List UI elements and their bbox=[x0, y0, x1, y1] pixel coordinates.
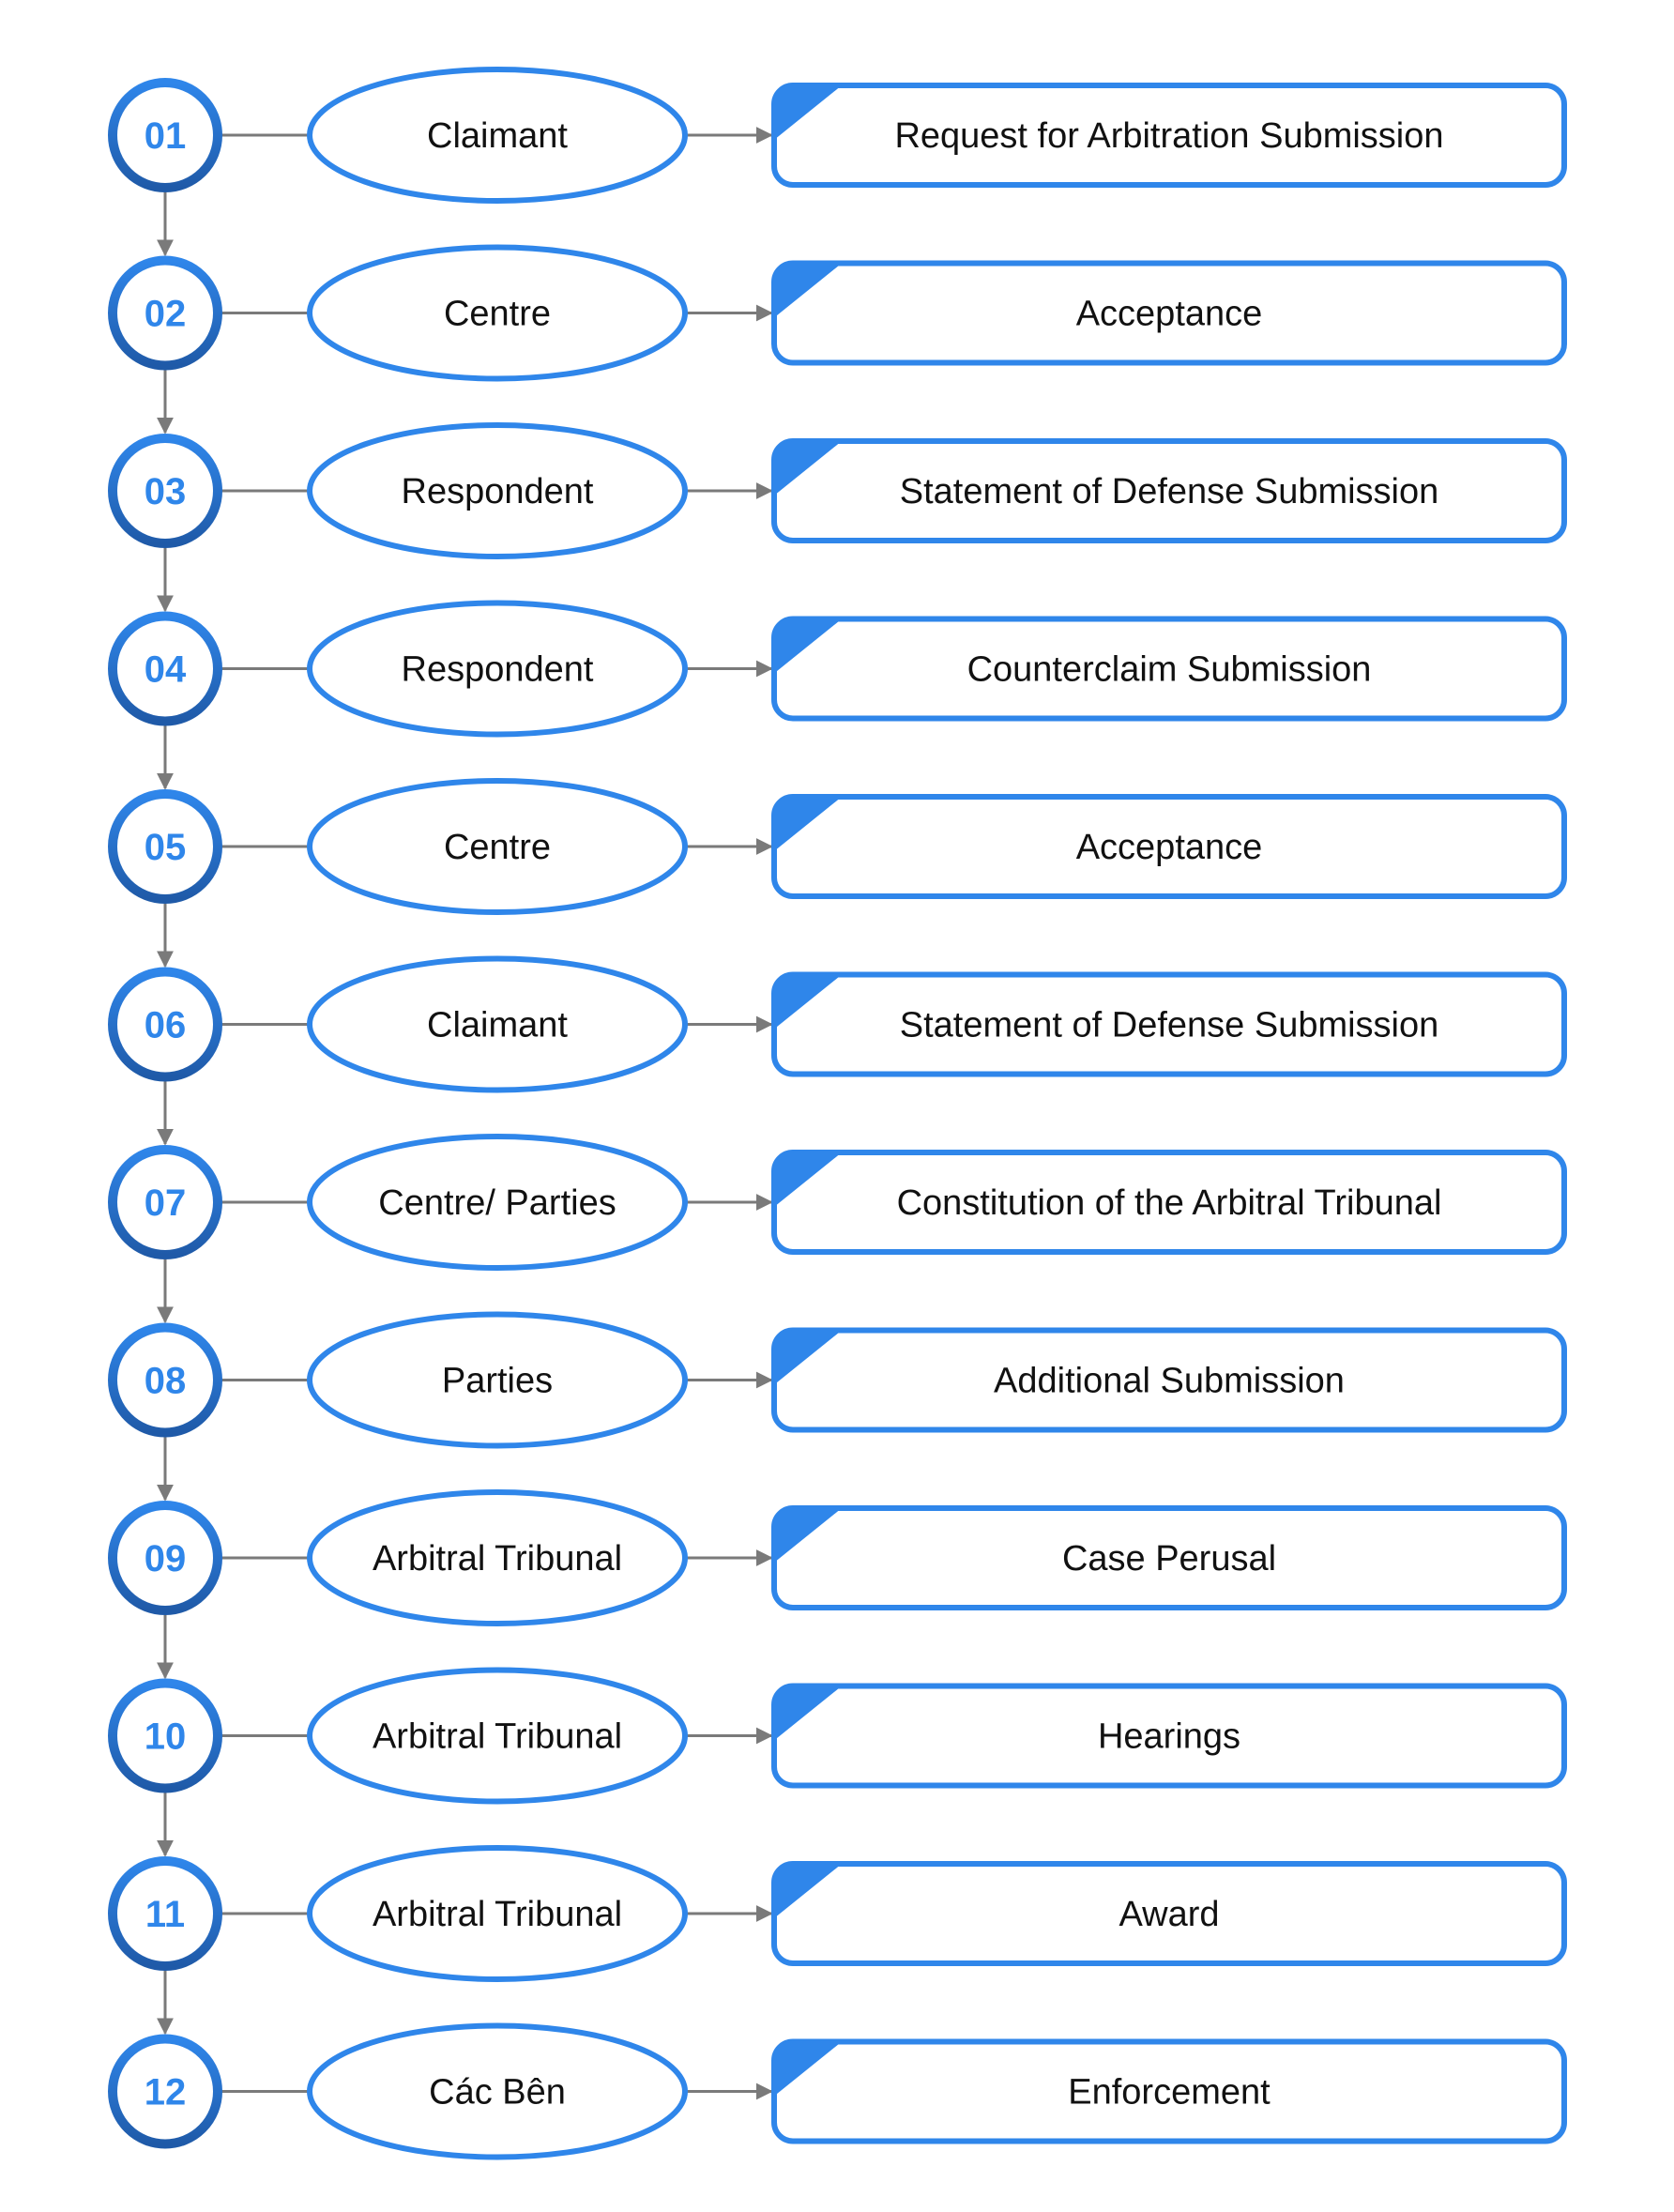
action-label: Counterclaim Submission bbox=[966, 649, 1372, 690]
actor-label: Centre bbox=[443, 828, 552, 867]
step-row bbox=[113, 1848, 1564, 1979]
step-number: 02 bbox=[144, 293, 187, 335]
step-row bbox=[113, 1137, 1564, 1268]
action-label: Constitution of the Arbitral Tribunal bbox=[896, 1183, 1442, 1223]
step-number: 01 bbox=[144, 115, 187, 157]
step-row bbox=[113, 781, 1564, 912]
actor-label: Respondent bbox=[401, 472, 594, 511]
step-number: 08 bbox=[144, 1360, 187, 1402]
steps bbox=[113, 69, 1564, 2158]
actor-label: Claimant bbox=[427, 1005, 568, 1045]
step-number: 03 bbox=[144, 471, 187, 512]
step-row bbox=[113, 1670, 1564, 1802]
step-row bbox=[113, 959, 1564, 1091]
action-label: Hearings bbox=[1097, 1716, 1241, 1757]
step-row bbox=[113, 248, 1564, 379]
actor-label: Centre bbox=[443, 294, 552, 334]
step-number: 07 bbox=[144, 1182, 187, 1224]
step-row bbox=[113, 1492, 1564, 1624]
action-label: Statement of Defense Submission bbox=[899, 1005, 1439, 1045]
step-row bbox=[113, 1315, 1564, 1446]
action-label: Acceptance bbox=[1075, 828, 1263, 867]
step-number: 06 bbox=[144, 1004, 187, 1046]
actor-label: Arbitral Tribunal bbox=[372, 1716, 623, 1757]
action-label: Enforcement bbox=[1068, 2072, 1271, 2113]
step-row bbox=[113, 425, 1564, 557]
step-number: 04 bbox=[144, 648, 187, 691]
actor-label: Parties bbox=[441, 1361, 554, 1401]
action-label: Award bbox=[1119, 1895, 1220, 1934]
step-number: 12 bbox=[144, 2071, 187, 2113]
actor-label: Arbitral Tribunal bbox=[372, 1895, 623, 1934]
actor-label: Centre/ Parties bbox=[378, 1183, 616, 1223]
actor-label: Respondent bbox=[401, 649, 594, 690]
actor-label: Các Bên bbox=[429, 2072, 566, 2113]
actor-label: Claimant bbox=[427, 116, 568, 156]
action-label: Statement of Defense Submission bbox=[899, 472, 1439, 511]
step-row bbox=[113, 603, 1564, 735]
actor-label: Arbitral Tribunal bbox=[372, 1539, 623, 1579]
step-number: 05 bbox=[144, 827, 187, 868]
step-number: 09 bbox=[144, 1538, 187, 1579]
action-label: Acceptance bbox=[1075, 294, 1263, 334]
action-label: Request for Arbitration Submission bbox=[894, 116, 1444, 156]
action-label: Case Perusal bbox=[1061, 1539, 1277, 1579]
action-label: Additional Submission bbox=[994, 1361, 1345, 1401]
step-number: 11 bbox=[145, 1894, 186, 1935]
step-row bbox=[113, 2026, 1564, 2158]
step-number: 10 bbox=[144, 1716, 187, 1758]
step-row bbox=[113, 69, 1564, 201]
